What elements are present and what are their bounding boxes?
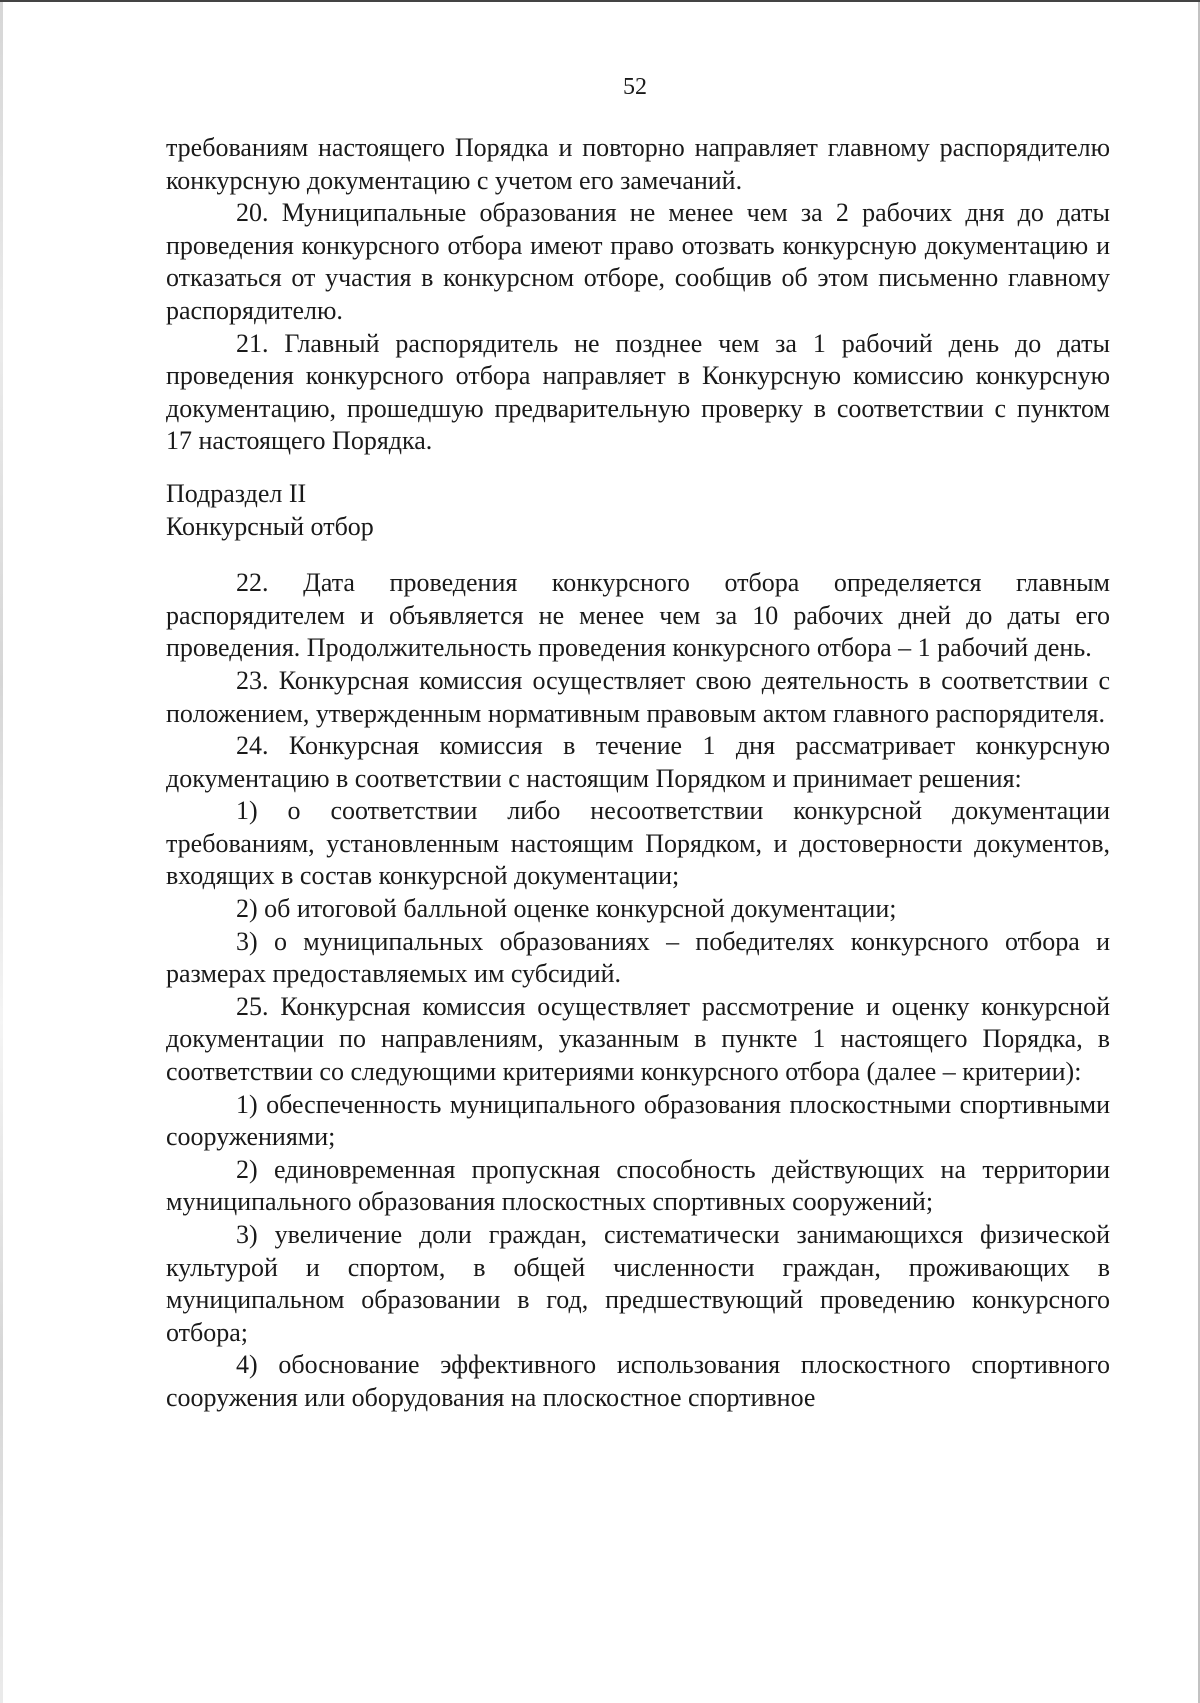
paragraph-25-item-4: 4) обоснование эффективного использования плоскостного спортивного сооружения или оборудования на плоскостное спортивное bbox=[166, 1350, 1110, 1412]
paragraph-25-item-2: 2) единовременная пропускная способность действующих на территории муниципального образования плоскостных спортивных сооружений; bbox=[166, 1154, 1110, 1217]
paragraph-25: 25. Конкурсная комиссия осуществляет рассмотрение и оценку конкурсной документации по направлениям, указанным в пункте 1 настоящего Порядка, в соответствии со следующими критериями конкурсного отбора (далее – критерии): bbox=[166, 991, 1110, 1087]
subsection-label: Подраздел II bbox=[166, 478, 307, 508]
paragraph-25-item-3: 3) увеличение доли граждан, систематически занимающихся физической культурой и спортом, в общей численности граждан, проживающих в муниципальном образовании в год, предшествующий проведению конкурсного отбора; bbox=[166, 1220, 1110, 1347]
paragraph-25-item-1: 1) обеспеченность муниципального образования плоскостными спортивными сооружениями; bbox=[166, 1089, 1110, 1152]
subsection-title: Конкурсный отбор bbox=[166, 511, 374, 541]
paragraph-23: 23. Конкурсная комиссия осуществляет свою деятельность в соответствии с положением, утвержденным нормативным правовым актом главного распорядителя. bbox=[166, 665, 1110, 728]
scan-left-edge bbox=[0, 2, 3, 1703]
paragraph-24-item-1: 1) о соответствии либо несоответствии конкурсной документации требованиям, установленным настоящим Порядком, и достоверности документов, входящих в состав конкурсной документации; bbox=[166, 796, 1110, 891]
page-number: 52 bbox=[623, 74, 647, 100]
paragraph-20: 20. Муниципальные образования не менее чем за 2 рабочих дня до даты проведения конкурсного отбора имеют право отозвать конкурсную документацию и отказаться от участия в конкурсном отборе, сообщив об этом письменно главному распорядителю. bbox=[166, 198, 1110, 325]
paragraph-24: 24. Конкурсная комиссия в течение 1 дня рассматривает конкурсную документацию в соответствии с настоящим Порядком и принимает решения: bbox=[166, 731, 1110, 793]
paragraph-continuation: требованиям настоящего Порядка и повторно направляет главному распорядителю конкурсную документацию с учетом его замечаний. bbox=[166, 133, 1110, 195]
paragraph-21: 21. Главный распорядитель не позднее чем за 1 рабочий день до даты проведения конкурсного отбора направляет в Конкурсную комиссию конкурсную документацию, прошедшую предварительную проверку в соответствии с пунктом 17 настоящего Порядка. bbox=[166, 328, 1110, 456]
paragraph-24-item-2: 2) об итоговой балльной оценке конкурсной документации; bbox=[236, 894, 897, 924]
paragraph-22: 22. Дата проведения конкурсного отбора определяется главным распорядителем и объявляется не менее чем за 10 рабочих дней до даты его проведения. Продолжительность проведения конкурсного отбора – 1 рабочий день. bbox=[166, 568, 1110, 663]
paragraph-24-item-3: 3) о муниципальных образованиях – победителях конкурсного отбора и размерах предоставляемых им субсидий. bbox=[166, 926, 1110, 989]
document-body bbox=[166, 132, 1110, 1415]
